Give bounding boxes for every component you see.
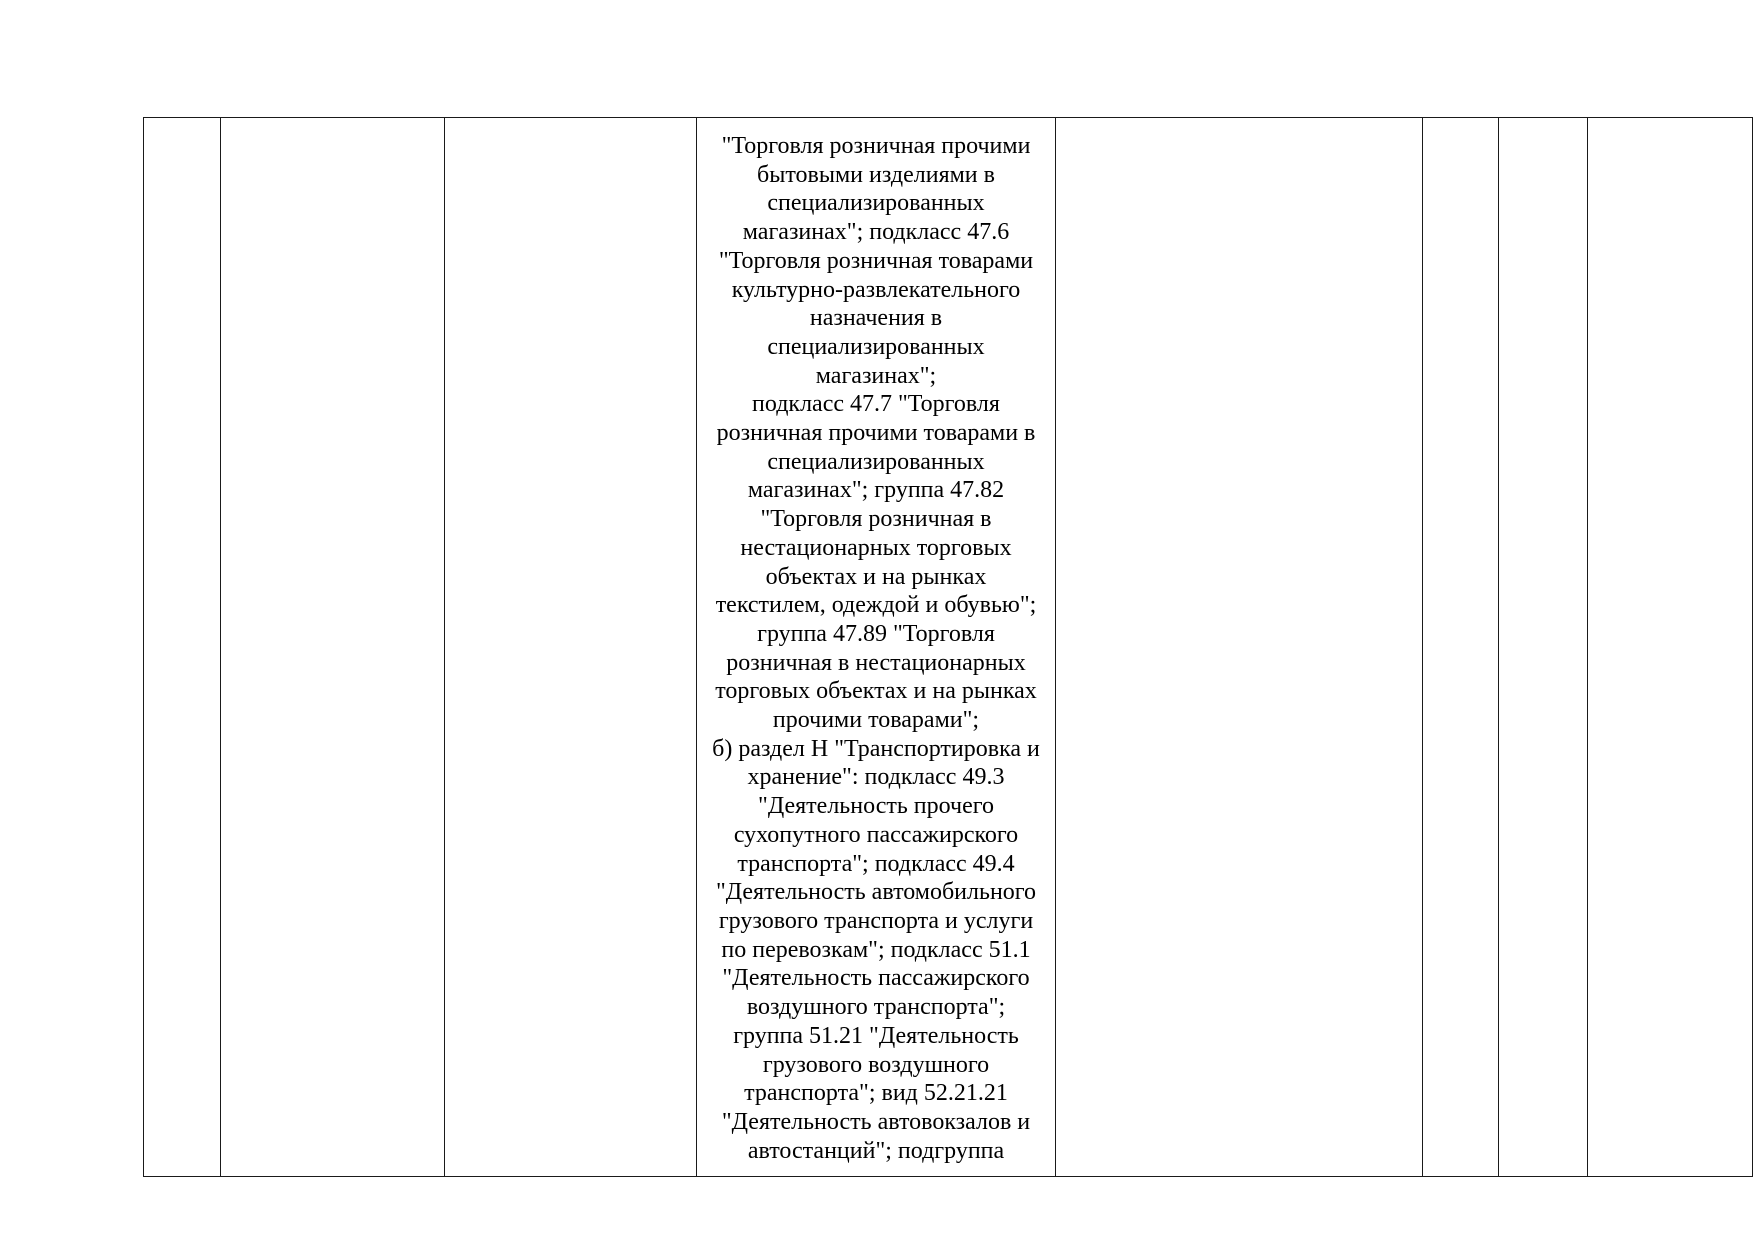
text-line: культурно-развлекательного <box>731 276 1021 303</box>
text-line: назначения в <box>809 305 943 332</box>
text-line: группа 47.89 "Торговля <box>757 620 995 647</box>
text-line: хранение": подкласс 49.3 <box>747 764 1005 791</box>
text-line: грузового транспорта и услуги <box>718 907 1034 934</box>
table-row <box>144 118 1753 1177</box>
text-line: бытовыми изделиями в <box>757 161 995 188</box>
text-line: транспорта"; подкласс 49.4 <box>737 850 1015 877</box>
text-line: специализированных <box>767 448 985 475</box>
table-cell-col6 <box>1423 118 1499 1177</box>
text-line: магазинах"; <box>815 362 937 389</box>
text-line: группа 51.21 "Деятельность <box>733 1022 1019 1049</box>
text-line: нестационарных торговых <box>740 534 1012 561</box>
document-table <box>143 117 1753 1177</box>
text-line: магазинах"; подкласс 47.6 <box>742 219 1010 246</box>
table-cell-col8 <box>1588 118 1753 1177</box>
text-line: сухопутного пассажирского <box>733 821 1019 848</box>
text-line: текстилем, одеждой и обувью"; <box>715 592 1037 619</box>
text-line: "Торговля розничная в <box>760 506 992 533</box>
text-line: автостанций"; подгруппа <box>747 1137 1005 1164</box>
table-cell-col5 <box>1056 118 1423 1177</box>
text-line: подкласс 47.7 "Торговля <box>752 391 1000 418</box>
table-cell-col1 <box>144 118 221 1177</box>
text-line: воздушного транспорта"; <box>746 994 1006 1021</box>
text-line: "Деятельность пассажирского <box>722 965 1030 992</box>
text-line: "Деятельность автовокзалов и <box>721 1108 1031 1135</box>
text-line: магазинах"; группа 47.82 <box>747 477 1005 504</box>
text-line: торговых объектах и на рынках <box>715 678 1037 705</box>
activity-codes-text <box>697 118 1055 1165</box>
text-line: транспорта"; вид 52.21.21 <box>744 1080 1008 1107</box>
table-cell-col2 <box>221 118 445 1177</box>
text-line: специализированных <box>767 190 985 217</box>
table-cell-col7 <box>1499 118 1588 1177</box>
text-line: объектах и на рынках <box>765 563 987 590</box>
text-line: "Деятельность автомобильного <box>715 879 1037 906</box>
text-line: розничная в нестационарных <box>726 649 1026 676</box>
text-line: специализированных <box>767 333 985 360</box>
text-line: розничная прочими товарами в <box>716 420 1036 447</box>
table-cell-col3 <box>445 118 697 1177</box>
text-line: "Деятельность прочего <box>758 793 994 820</box>
text-line: "Торговля розничная товарами <box>718 247 1034 274</box>
text-line: по перевозкам"; подкласс 51.1 <box>721 936 1031 963</box>
text-line: "Торговля розничная прочими <box>721 133 1031 159</box>
table-cell-activity-codes <box>697 118 1056 1177</box>
text-line: б) раздел H "Транспортировка и <box>712 735 1040 762</box>
text-line: прочими товарами"; <box>772 707 980 734</box>
text-line: грузового воздушного <box>762 1051 990 1078</box>
